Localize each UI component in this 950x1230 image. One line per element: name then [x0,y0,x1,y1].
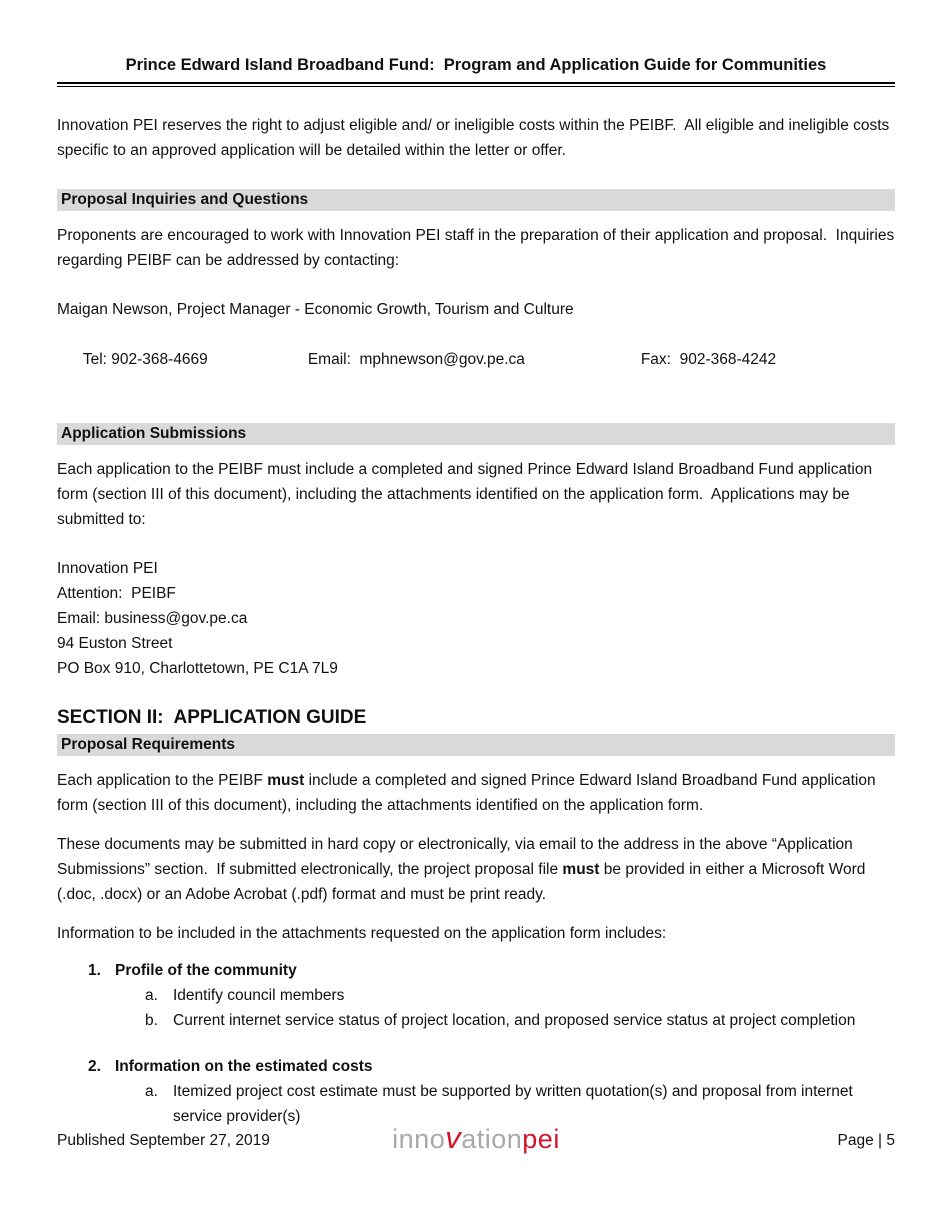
sub-item-text: Current internet service status of project location, and proposed service status at project completion [173,1012,856,1029]
contact-tel: Tel: 902-368-4669 [82,351,208,368]
paragraph-bold-word: must [562,861,600,878]
paragraph-text: These documents may be submitted in hard copy or electronically, via email to the address in the above “Application Submissions” section. If submitted electronically, the project proposal file [57,836,858,878]
list-item-heading [88,958,895,983]
sub-item-text: Identify council members [173,987,345,1004]
logo-red-v: v [445,1120,462,1155]
section-ii-heading: SECTION II: APPLICATION GUIDE [57,707,367,728]
section-bar-application-submissions: Application Submissions [57,423,895,445]
contact-line [57,322,895,397]
paragraph-text: include a completed and signed Prince Edward Island Broadband Fund application form (section III of this document), including the attachments identified on the application form. [57,772,880,814]
sub-item-text: Itemized project cost estimate must be supported by written quotation(s) and proposal from internet service provider(s) [173,1083,858,1125]
requirements-paragraph-3: Information to be included in the attachments requested on the application form includes: [57,925,667,942]
section-bar-proposal-requirements: Proposal Requirements [57,734,895,756]
contact-fax: Fax: 902-368-4242 [640,351,777,368]
address-line: 94 Euston Street [57,635,173,652]
logo-text: ation [461,1124,523,1154]
intro-paragraph: Innovation PEI reserves the right to adjust eligible and/ or ineligible costs within the PEIBF. All eligible and ineligible costs specific to an approved application will be detailed within the letter or offer. [57,117,894,159]
list-sub-item [145,983,895,1008]
paragraph-text: Each application to the PEIBF [57,772,268,789]
address-line: PO Box 910, Charlottetown, PE C1A 7L9 [57,660,338,677]
page-number: Page | 5 [837,1132,895,1149]
page-footer [57,1118,895,1160]
submissions-paragraph: Each application to the PEIBF must include a completed and signed Prince Edward Island Broadband Fund application form (section III of this document), including the attachments identified on the application form. Applications may be submitted to: [57,461,877,528]
list-item-heading [88,1054,895,1079]
header-double-rule [57,82,895,87]
address-block [57,556,895,681]
logo-pei: pei [522,1124,560,1154]
inquiries-paragraph: Proponents are encouraged to work with Innovation PEI staff in the preparation of their application and proposal. Inquiries regarding PEIBF can be addressed by contacting: [57,227,899,269]
attachments-list [57,958,895,1129]
logo-text: inno [392,1124,446,1154]
address-line: Innovation PEI [57,560,158,577]
paragraph-bold-word: must [267,772,305,789]
sub-item-letter: a. [145,1083,158,1100]
document-content [57,0,899,1129]
sub-item-letter: b. [145,1012,158,1029]
innovationpei-logo [57,1120,895,1156]
contact-name: Maigan Newson, Project Manager - Economic Growth, Tourism and Culture [57,301,574,318]
contact-email: Email: mphnewson@gov.pe.ca [307,351,525,368]
list-gap [57,1033,895,1054]
list-item [88,958,895,1033]
sub-item-letter: a. [145,987,158,1004]
published-date: Published September 27, 2019 [57,1132,270,1149]
list-item-number: 2. [88,1058,101,1075]
requirements-paragraph-1 [57,768,895,818]
list-item-title: Information on the estimated costs [115,1058,373,1075]
list-item-title: Profile of the community [115,962,297,979]
list-sub-item [145,1008,895,1033]
address-line: Email: business@gov.pe.ca [57,610,248,627]
address-line: Attention: PEIBF [57,585,176,602]
list-item-number: 1. [88,962,101,979]
requirements-paragraph-2 [57,832,895,907]
paragraph-text: be provided in either a Microsoft Word (.doc, .docx) or an Adobe Acrobat (.pdf) format and must be print ready. [57,861,870,903]
section-bar-proposal-inquiries: Proposal Inquiries and Questions [57,189,895,211]
page-header-title: Prince Edward Island Broadband Fund: Program and Application Guide for Communities [125,56,827,74]
